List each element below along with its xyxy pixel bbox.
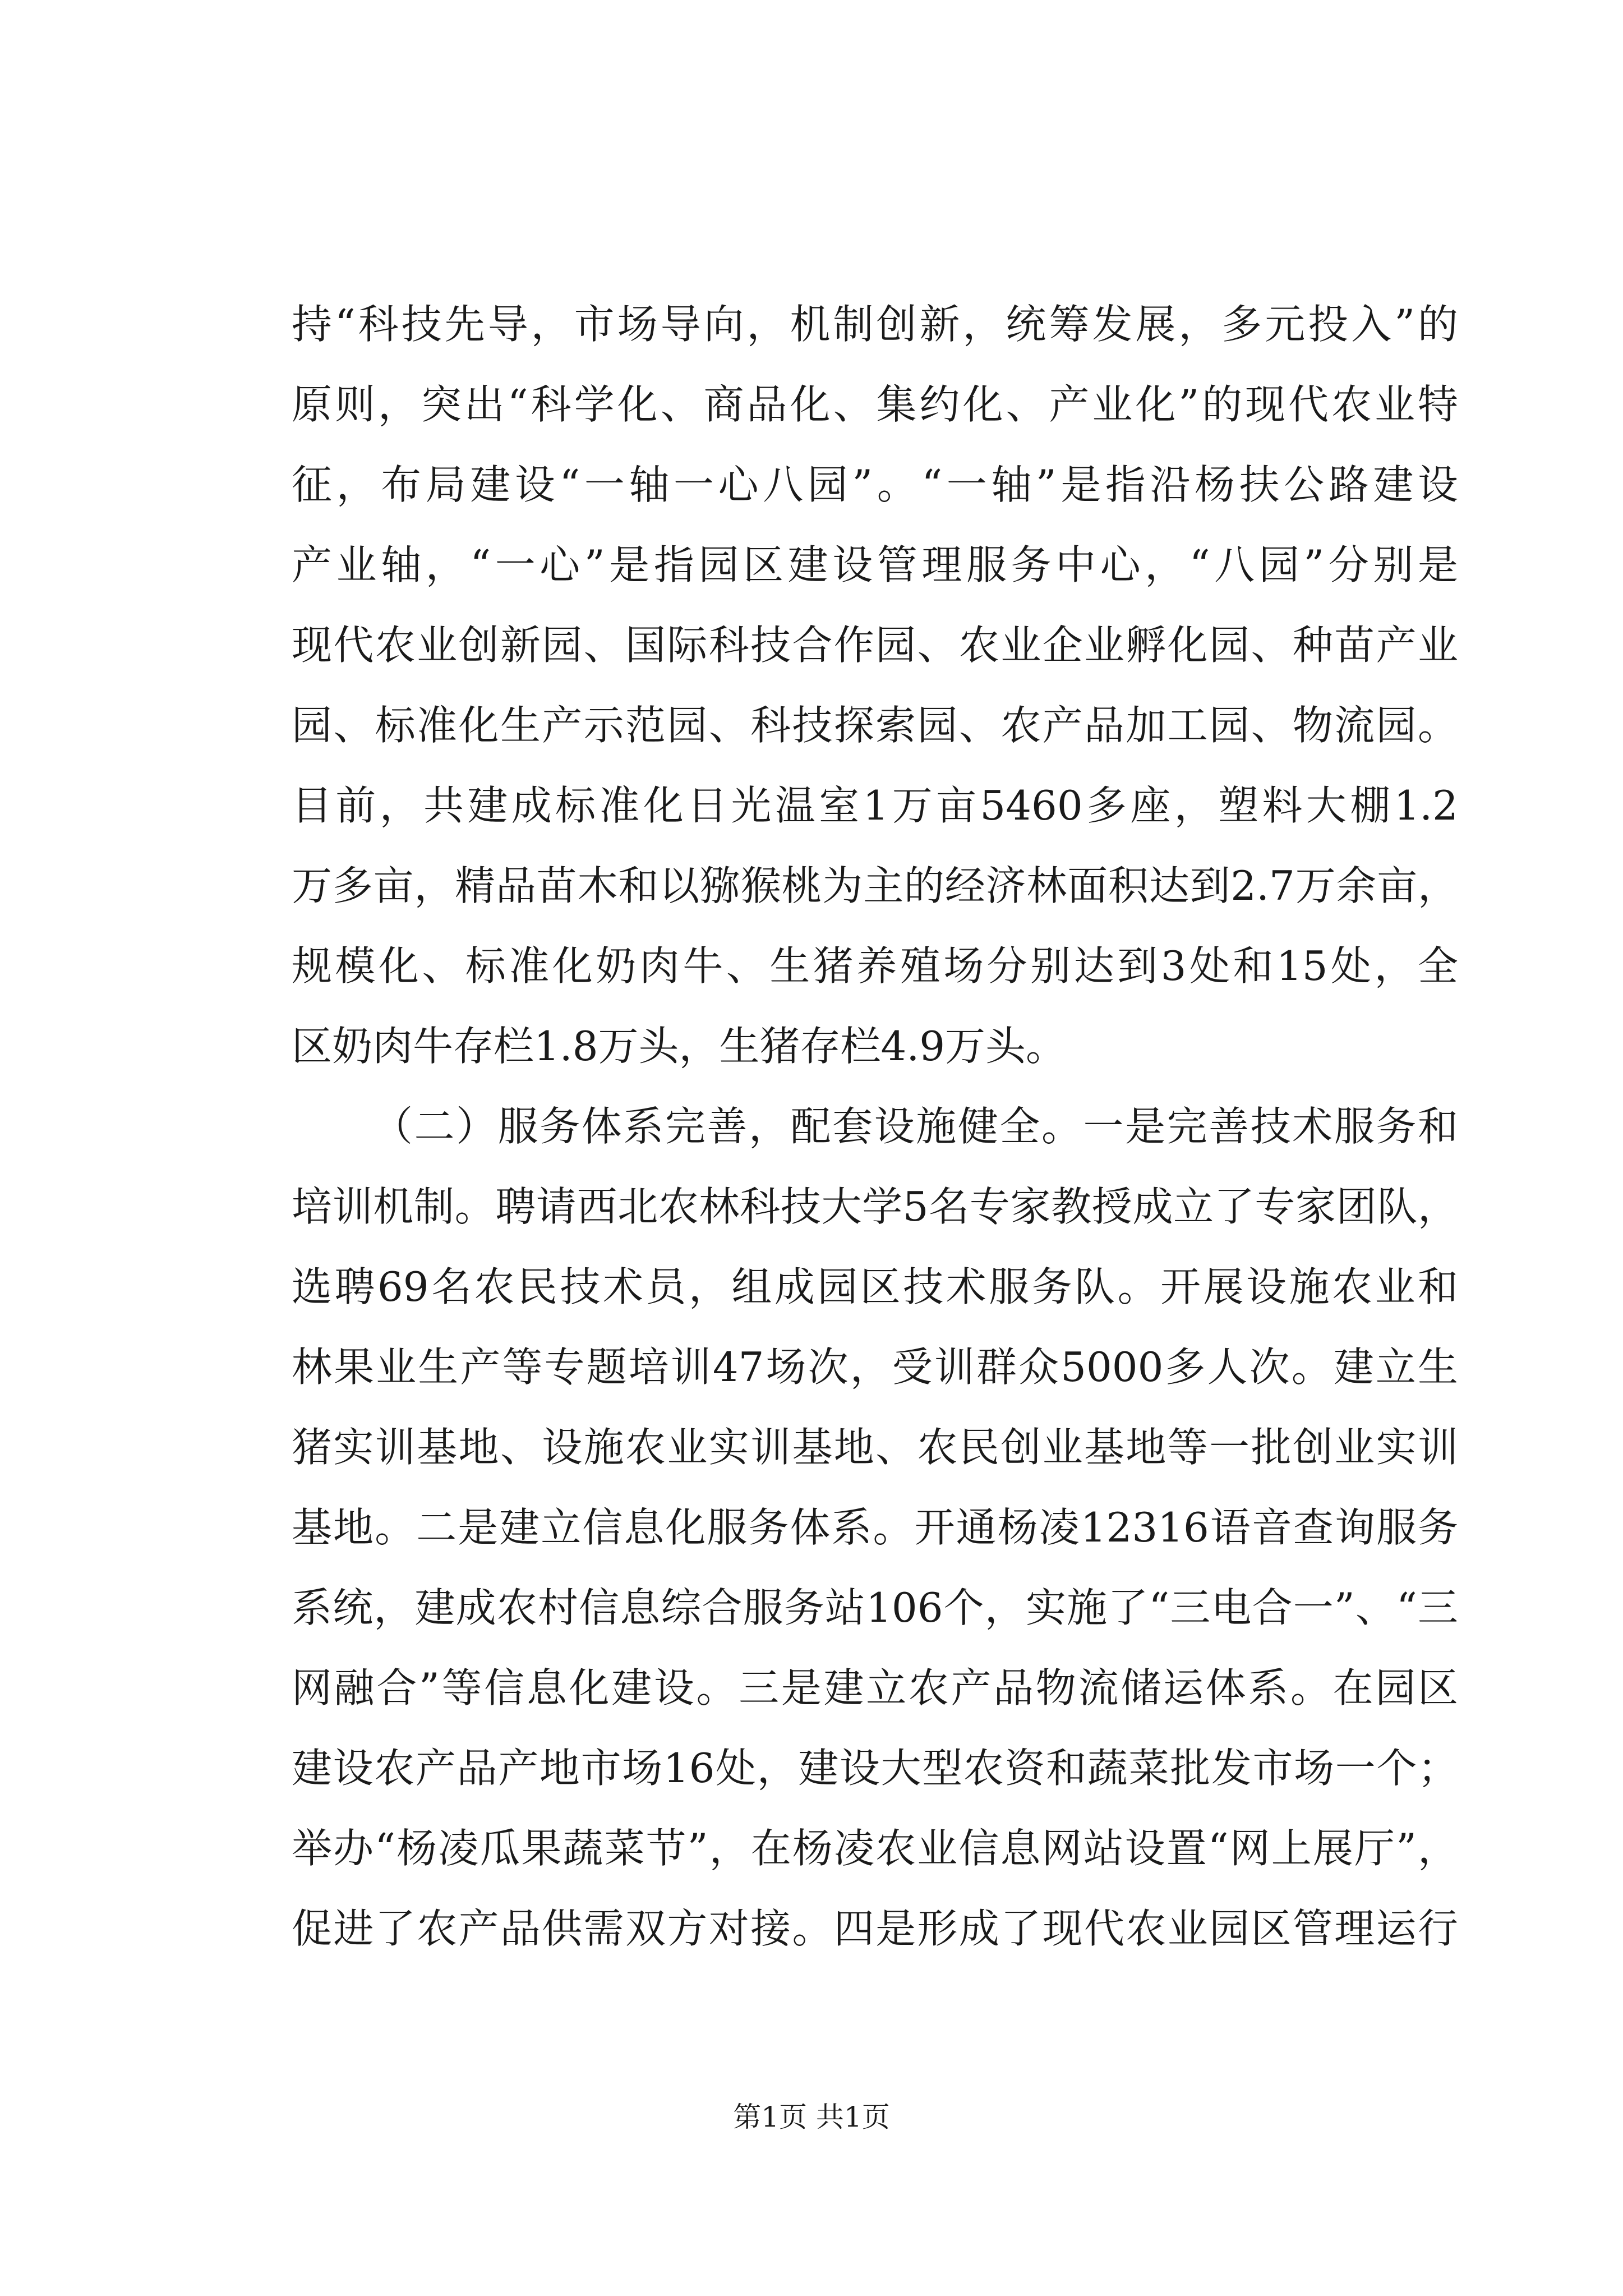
text-line: 建设农产品产地市场16处，建设大型农资和蔬菜批发市场一个； [292,1745,1458,1792]
text-line: 猪实训基地、设施农业实训基地、农民创业基地等一批创业实训 [292,1424,1458,1471]
text-line: 规模化、标准化奶肉牛、生猪养殖场分别达到3处和15处，全 [292,942,1458,990]
text-line: 促进了农产品供需双方对接。四是形成了现代农业园区管理运行 [292,1905,1458,1952]
text-line: 征，布局建设“一轴一心八园”。“一轴”是指沿杨扶公路建设 [292,461,1458,508]
text-line: 区奶肉牛存栏1.8万头，生猪存栏4.9万头。 [292,1023,1067,1070]
text-line: 举办“杨凌瓜果蔬菜节”，在杨凌农业信息网站设置“网上展厅”， [292,1825,1458,1872]
paragraph-heading-line: （二）服务体系完善，配套设施健全。一是完善技术服务和 [372,1103,1458,1150]
text-line: 目前，共建成标准化日光温室1万亩5460多座，塑料大棚1.2 [292,782,1458,829]
text-line: 现代农业创新园、国际科技合作园、农业企业孵化园、种苗产业 [292,622,1458,669]
page-footer: 第1页 共1页 [733,2101,890,2133]
text-line: 系统，建成农村信息综合服务站106个，实施了“三电合一”、“三 [292,1584,1458,1631]
text-line: 基地。二是建立信息化服务体系。开通杨凌12316语音查询服务 [292,1504,1458,1551]
text-line: 林果业生产等专题培训47场次，受训群众5000多人次。建立生 [292,1343,1458,1391]
text-line: 园、标准化生产示范园、科技探索园、农产品加工园、物流园。 [292,702,1458,749]
text-line: 选聘69名农民技术员，组成园区技术服务队。开展设施农业和 [292,1263,1458,1310]
text-line: 培训机制。聘请西北农林科技大学5名专家教授成立了专家团队， [292,1183,1458,1230]
text-line: 原则，突出“科学化、商品化、集约化、产业化”的现代农业特 [292,381,1458,428]
text-line: 网融合”等信息化建设。三是建立农产品物流储运体系。在园区 [292,1664,1458,1711]
text-line: 持“科技先导，市场导向，机制创新，统筹发展，多元投入”的 [292,301,1458,348]
text-line: 产业轴，“一心”是指园区建设管理服务中心，“八园”分别是 [292,541,1458,588]
text-line: 万多亩，精品苗木和以猕猴桃为主的经济林面积达到2.7万余亩， [292,862,1458,909]
